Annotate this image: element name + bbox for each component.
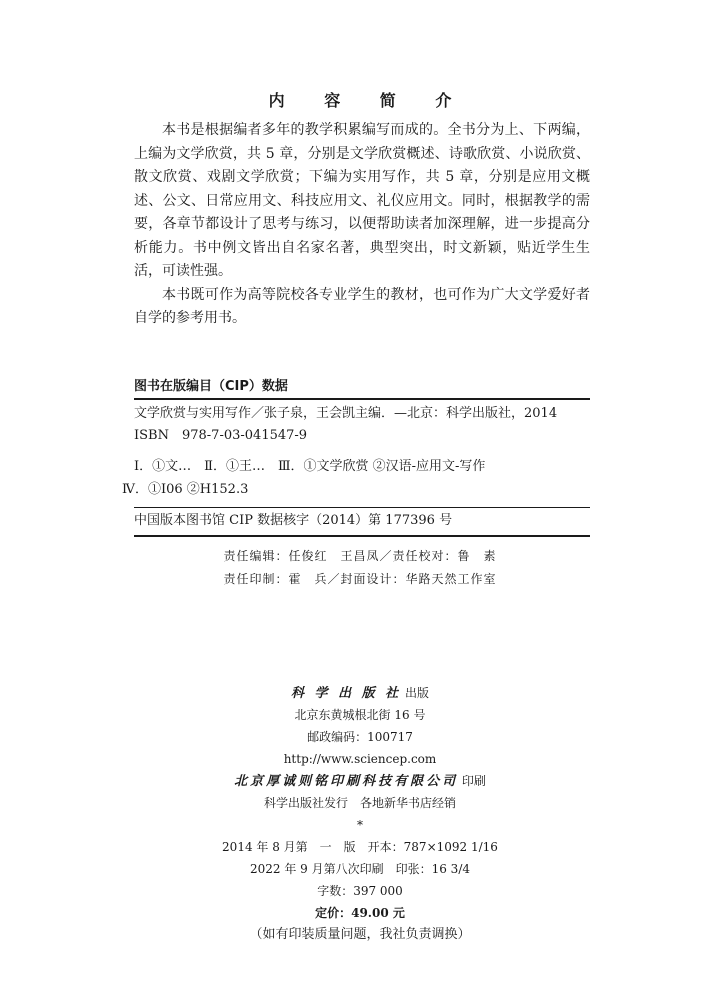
cip-subjects-2: Ⅳ．①I06 ②H152.3 (122, 482, 249, 497)
printing-line: 2022 年 9 月第八次印刷 印张：16 3/4 (249, 862, 470, 876)
cip-isbn: ISBN 978-7-03-041547-9 (134, 428, 308, 443)
quality-notice: （如有印装质量问题，我社负责调换） (249, 927, 471, 942)
publisher-url: http://www.sciencep.com (283, 752, 437, 766)
distribution-line: 科学出版社发行 各地新华书店经销 (263, 796, 456, 810)
price: 定价：49.00 元 (315, 906, 405, 920)
edition-line: 2014 年 8 月第 一 版 开本：787×1092 1/16 (222, 840, 498, 854)
publisher-line (0, 682, 720, 704)
editor-credits: 责任编辑：任俊红 王昌凤／责任校对：鲁 素 (223, 549, 497, 563)
cip-top-rule (134, 398, 590, 400)
intro-paragraph: 本书既可作为高等院校各专业学生的教材，也可作为广大文学爱好者自学的参考用书。 (134, 286, 590, 326)
printer-name: 北京厚诚则铭印刷科技有限公司 (234, 774, 459, 789)
cip-entry: 文学欣赏与实用写作／张子泉，王会凯主编．—北京：科学出版社，2014 (134, 406, 558, 421)
publisher-block (0, 682, 720, 946)
separator-star: * (357, 818, 363, 832)
cip-bottom-rule (134, 535, 590, 537)
printer-line (0, 770, 720, 792)
cip-heading: 图书在版编目（CIP）数据 (134, 379, 288, 394)
cip-subjects: Ⅰ．①文… Ⅱ．①王… Ⅲ．①文学欣赏 ②汉语-应用文-写作 (134, 459, 486, 474)
publisher-address: 北京东黄城根北街 16 号 (294, 708, 426, 722)
publisher-postcode: 邮政编码：100717 (307, 730, 413, 744)
intro-title: 内 容 简 介 (268, 91, 469, 110)
publisher-name: 科 学 出 版 社 (291, 686, 402, 701)
publisher-suffix: 出版 (404, 686, 429, 700)
cip-library-number: 中国版本图书馆 CIP 数据核字（2014）第 177396 号 (134, 513, 453, 528)
intro-text (134, 119, 590, 331)
cip-mid-rule (134, 507, 590, 508)
production-credits: 责任印制：霍 兵／封面设计：华路天然工作室 (223, 572, 497, 586)
printer-suffix: 印刷 (461, 774, 486, 788)
intro-paragraph: 本书是根据编者多年的教学积累编写而成的。全书分为上、下两编，上编为文学欣赏，共 5 章，分别是文学欣赏概述、诗歌欣赏、小说欣赏、散文欣赏、戏剧文学欣赏；下编为实用写作，共 5 章，分别是应用文概述、公文、日常应用文、科技应用文、礼仪应用文。同时，根据教学的需要，各章节都设计了思考与练习，以便帮助读者加深理解，进一步提高分析能力。书中例文皆出自名家名著，典型突出，时文新颖，贴近学生生活，可读性强。 (134, 122, 590, 279)
word-count: 字数：397 000 (317, 884, 403, 898)
